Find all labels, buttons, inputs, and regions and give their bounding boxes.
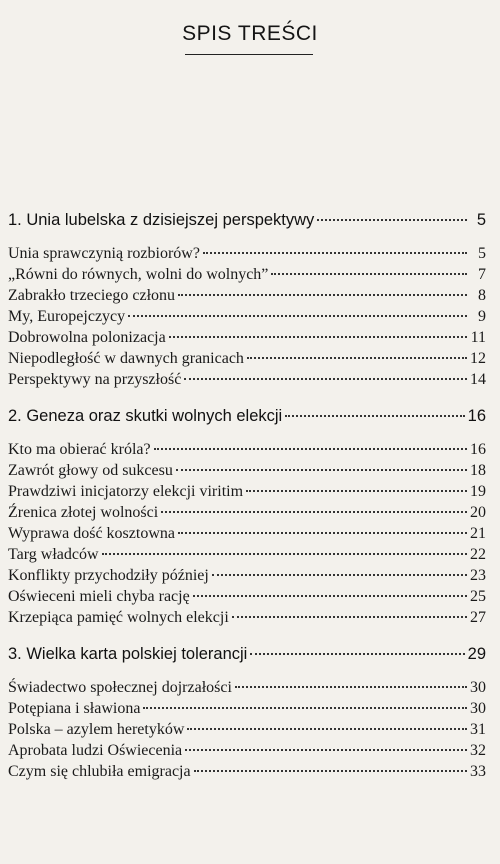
- entry-title: Perspektywy na przyszłość: [8, 371, 182, 388]
- dot-leader: [128, 315, 467, 317]
- entry-page-number: 18: [470, 462, 486, 479]
- entry-page-number: 19: [470, 483, 486, 500]
- entry-title: Polska – azylem heretyków: [8, 721, 185, 738]
- dot-leader: [250, 653, 464, 655]
- toc-entry[interactable]: [8, 264, 486, 285]
- dot-leader: [102, 553, 467, 555]
- entry-page-number: 11: [470, 329, 486, 346]
- entry-title: Unia sprawczynią rozbiorów?: [8, 245, 200, 262]
- chapter-title: 3. Wielka karta polskiej tolerancji: [8, 645, 248, 663]
- toc-entry[interactable]: [8, 306, 486, 327]
- toc-entry[interactable]: [8, 607, 486, 628]
- entry-page-number: 16: [470, 441, 486, 458]
- toc-entry[interactable]: [8, 565, 486, 586]
- entry-page-number: 31: [470, 721, 486, 738]
- entry-page-number: 5: [478, 245, 486, 262]
- dot-leader: [169, 336, 467, 338]
- dot-leader: [232, 616, 467, 618]
- dot-leader: [154, 448, 467, 450]
- dot-leader: [143, 707, 467, 709]
- dot-leader: [161, 511, 467, 513]
- chapter-entry[interactable]: [8, 644, 486, 665]
- toc-entry[interactable]: [8, 544, 486, 565]
- chapter-title: 1. Unia lubelska z dzisiejszej perspektywy: [8, 211, 315, 229]
- toc-entry[interactable]: [8, 327, 486, 348]
- chapter-entry[interactable]: [8, 406, 486, 427]
- entry-page-number: 21: [470, 525, 486, 542]
- dot-leader: [185, 749, 467, 751]
- entry-page-number: 30: [470, 679, 486, 696]
- table-of-contents: [8, 210, 486, 782]
- entry-page-number: 20: [470, 504, 486, 521]
- entry-title: My, Europejczycy: [8, 308, 126, 325]
- chapter-page-number: 29: [467, 645, 486, 663]
- entry-page-number: 30: [470, 700, 486, 717]
- toc-entry[interactable]: [8, 740, 486, 761]
- toc-entry[interactable]: [8, 285, 486, 306]
- chapter-page-number: 16: [467, 407, 486, 425]
- entry-title: Konflikty przychodziły później: [8, 567, 209, 584]
- toc-entry[interactable]: [8, 523, 486, 544]
- toc-entry[interactable]: [8, 348, 486, 369]
- heading-underline: [185, 54, 313, 55]
- toc-entry[interactable]: [8, 698, 486, 719]
- toc-entry[interactable]: [8, 481, 486, 502]
- dot-leader: [193, 595, 467, 597]
- entry-page-number: 33: [470, 763, 486, 780]
- entry-title: Świadectwo społecznej dojrzałości: [8, 679, 232, 696]
- entry-title: Zawrót głowy od sukcesu: [8, 462, 173, 479]
- dot-leader: [194, 770, 467, 772]
- entry-page-number: 27: [470, 609, 486, 626]
- toc-entry[interactable]: [8, 502, 486, 523]
- page-heading: SPIS TREŚCI: [182, 22, 318, 45]
- toc-entry[interactable]: [8, 719, 486, 740]
- toc-entry[interactable]: [8, 243, 486, 264]
- dot-leader: [203, 252, 467, 254]
- entry-page-number: 12: [470, 350, 486, 367]
- entry-page-number: 7: [478, 266, 486, 283]
- entry-title: Kto ma obierać króla?: [8, 441, 151, 458]
- dot-leader: [285, 415, 464, 417]
- entry-title: Niepodległość w dawnych granicach: [8, 350, 244, 367]
- entry-title: Targ władców: [8, 546, 99, 563]
- entry-title: Źrenica złotej wolności: [8, 504, 159, 521]
- entry-title: Aprobata ludzi Oświecenia: [8, 742, 183, 759]
- toc-entry[interactable]: [8, 586, 486, 607]
- toc-entry[interactable]: [8, 761, 486, 782]
- entry-title: Krzepiąca pamięć wolnych elekcji: [8, 609, 229, 626]
- entry-page-number: 9: [478, 308, 486, 325]
- dot-leader: [187, 728, 467, 730]
- entry-title: Zabrakło trzeciego członu: [8, 287, 176, 304]
- dot-leader: [178, 294, 467, 296]
- dot-leader: [176, 469, 467, 471]
- toc-entry[interactable]: [8, 439, 486, 460]
- dot-leader: [178, 532, 467, 534]
- dot-leader: [235, 686, 467, 688]
- entry-title: Potępiana i sławiona: [8, 700, 141, 717]
- dot-leader: [317, 219, 467, 221]
- entry-title: Wyprawa dość kosztowna: [8, 525, 175, 542]
- dot-leader: [184, 378, 467, 380]
- entry-page-number: 25: [470, 588, 486, 605]
- entry-title: „Równi do równych, wolni do wolnych”: [8, 266, 269, 283]
- entry-title: Prawdziwi inicjatorzy elekcji viritim: [8, 483, 244, 500]
- toc-entry[interactable]: [8, 369, 486, 390]
- chapter-title: 2. Geneza oraz skutki wolnych elekcji: [8, 407, 283, 425]
- toc-entry[interactable]: [8, 460, 486, 481]
- entry-page-number: 8: [478, 287, 486, 304]
- entry-title: Dobrowolna polonizacja: [8, 329, 166, 346]
- dot-leader: [247, 357, 467, 359]
- entry-page-number: 32: [470, 742, 486, 759]
- entry-page-number: 14: [470, 371, 486, 388]
- entry-title: Czym się chlubiła emigracja: [8, 763, 191, 780]
- entry-page-number: 22: [470, 546, 486, 563]
- chapter-page-number: 5: [476, 211, 486, 229]
- toc-entry[interactable]: [8, 677, 486, 698]
- chapter-entry[interactable]: [8, 210, 486, 231]
- dot-leader: [246, 490, 467, 492]
- dot-leader: [212, 574, 467, 576]
- entry-title: Oświeceni mieli chyba rację: [8, 588, 190, 605]
- dot-leader: [271, 273, 467, 275]
- entry-page-number: 23: [470, 567, 486, 584]
